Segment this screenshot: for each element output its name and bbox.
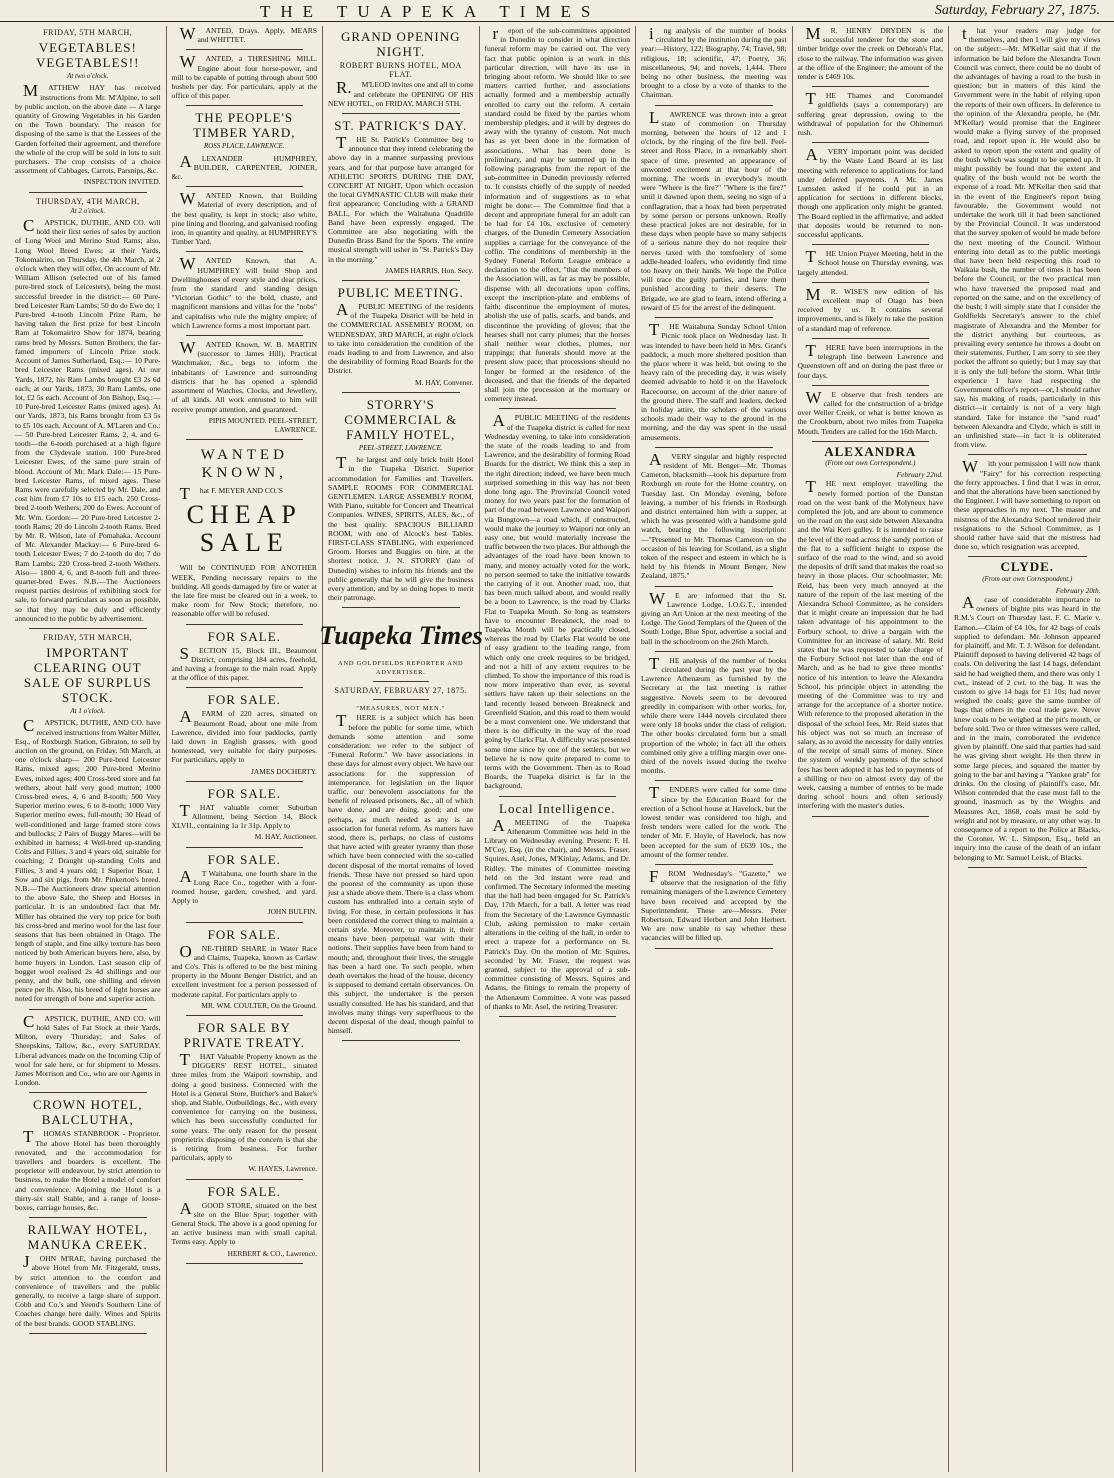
- notice-subheading: ROSS PLACE, LAWRENCE.: [203, 142, 285, 151]
- divider-rule: [812, 86, 930, 87]
- article-block: [172, 191, 318, 246]
- article-block: [172, 692, 318, 775]
- article-text: APUBLIC MEETING of the residents of the Tuapeka District will be held in the COMMERCIAL ASSEMBLY ROOM, on WEDNESDAY, 3RD MARCH, at eight o'clock to take into consideration the condition of the roads leading to and from Lawrence, and also the desirability of forming Road Boards for the District.: [328, 300, 474, 376]
- notice-title: Local Intelligence.: [499, 800, 616, 816]
- article-block: [641, 26, 787, 100]
- article-text: Acase of considerable importance to owners of bighte pits was heard in the R.M.'s Court on Thursday last. F. C. Marie v. Eamon.—Claim of £4 10s, for 42 bags of coals supplied to defendant. Mr. Johnson appeared for plaintiff, and Mr. T. J. Wilson for defendant. Plaintiff deposed to having delivered 42 bags of coals. On delivering the last 14 bags, defendant said he had weighed them, and there was only 1 cwt., instead of 2 cwt. to the bag. It was the custom to give 14 bags for £1 10s; had never weighed the coals; gave the same number of bags that others in the coal trade gave. Never knew coals to be weighed at the pit's mouth, or before sold. Two or three witnesses were called, and in the main, corroborated the evidence given by plaintiff. One said that parties had said he was giving short weight. He then threw in some large pieces, and squared the matter by going to the bar and having a "Yankee grab" for drinks. On the closing of plaintiff's case, Mr. Wilson contended that the case must fall to the ground, inasmuch as by the Weights and Measures Act, 1868, coals must be sold by weight and not by measure, or any other way. In consequence of a report to the Police at Blacks, the Coroner, W. L. Simpson, Esq., held an inquiry into the cause of the death of an infant belonging to Mr. Samuel Leisk, of Blacks.: [954, 592, 1101, 862]
- notice-signature: JAMES HARRIS, Hon. Secy.: [385, 265, 474, 275]
- article-block: [15, 197, 161, 623]
- article-block: [172, 446, 318, 618]
- article-text: THAT valuable corner Suburban Allotment, being Section 14, Block XLVII., containing 1a 1r 31p. Apply to: [171, 800, 317, 831]
- article-text: that your readers may judge for themselves, and then I will give my views on the subject:—Mr. M'Kellar said that if the information be laid before the Alexandra Town Council was correct, there could be no doubt of the advantages of having a road to the bush in question; but in matters of this kind the Government were in the habit of relying upon the reports of their own officers. In deference to the opinion of the Alexandra people, he (Mr. M'Kellar) would promise that the Engineer would make a flying survey of the proposed road, and report upon it. He would also be asked to report upon the extent and quality of the bush which was sought to be opened up. It might possibly be found that the extent and quality of the bush would not be worth the expense of a road. Mr. M'Kellar then said that in the event of the Engineer's report being favourable, the Government would not undertake the work till it had been sanctioned by the Provincial Council. It was understood that the survey spoken of would be made before the next meeting of the Council. Without entering into detail as to the public meetings that have been held respecting this road to Waikaia bush, the number of times it has been before the Council, or the two practical men who have traversed the proposed road and reported on the same, and on the excellency of the bush; I will simply state that I consider the Goldfields Secretary's answer to the chief magistrate of Alexandra and the Member for the district anything but courteous, as prevailing every sentence he throws a doubt on their statements. Further, I am sorry to see they pocket the affront so quietly; but I may say that it is only the lull before the storm. What little experience I have had respecting the Government officer's report—or, I should rather say, his making of roads, particularly in this district—it certainly is not of a very high standard. Take for instance the "sand road" between Alexandra and Clyde, which is still in an unfinished state—in fact it is obliterated from view.: [954, 24, 1101, 450]
- article-block: [641, 449, 787, 581]
- article-block: [641, 322, 787, 442]
- column-7: [949, 26, 1106, 1472]
- article-text: THE analysis of the number of books circulated during the past year by the Lawrence Athenæum as furnished by the Secretary at the last meeting is rather suggestive. Novels seem to be devoured greedily in comparison with other works, for, while there were 1444 novels circulated there were only 18 books under the class of religion. The other books circulated form but a small proportion of the whole; in fact all the others combined only give a trifling margin over one-third of the novels issued during the twelve months.: [641, 653, 787, 776]
- correspondence-date: February 22nd.: [896, 470, 943, 480]
- divider-rule: [499, 408, 617, 409]
- notice-signature: M. HAY, Convener.: [414, 377, 474, 387]
- correspondence-title: CLYDE.: [1000, 559, 1055, 575]
- notice-title: FOR SALE BY PRIVATE TREATY.: [183, 1020, 305, 1051]
- article-text: That F. MEYER AND CO.'S: [179, 484, 283, 504]
- correspondence-date: February 20th.: [1055, 585, 1101, 595]
- divider-rule: [655, 864, 773, 865]
- article-block: [798, 249, 944, 277]
- divider-rule: [342, 280, 460, 281]
- newspaper-page: [10, 26, 1106, 1474]
- svg-text:Tuapeka Times: Tuapeka Times: [319, 621, 483, 651]
- article-block: [172, 927, 318, 1010]
- column-5: [636, 26, 793, 1472]
- notice-title: FOR SALE.: [207, 926, 281, 942]
- divider-rule: [186, 624, 304, 625]
- notice-title: FOR SALE.: [207, 851, 281, 867]
- divider-rule: [968, 556, 1087, 557]
- divider-rule: [373, 699, 429, 700]
- article-text: APUBLIC MEETING of the residents of the Tuapeka district is called for next Wednesday evening, to take into consideration the state of the roads leading to and from Lawrence, and the desirability of forming Road Boards for the district. We think this a step in the right direction; indeed, we have been much surprised something in this way has not been done long ago. The Provincial Council voted money for two years past for the formation of part of the road between Lawrence and Waipori via Bungtown—a road which, if constructed, would make the journey to Waipori not only an easy one, but would materially increase the traffic between the two places. But although the advantages of the road have been known to many, and money actually voted for the work, no person seemed to take the initiative towards the carrying of it out. Another road, too, that has been much talked about, and would really be a boon to Lawrence, is the road by Clarks Flat to Tuapeka Mouth. So long as teamsters have to encounter Breakneck, the road to Tuapeka Mouth will be practically closed, whereas the road by Clarks Flat would be one of easy gradient to the leading range, from which only one creek requires to be bridged, and not a hill of any extent requires to be climbed. To show the importance of this road is now more imperative than ever, as several settlers have taken up their selections on the land recently leased between Breakneck and Greenfield Station, and this road to them would be a most convenient one. We understand that there is no difficulty in the way of the road going by Clarks Flat. A difficulty was presented some time since by one of the settlers, but we believe he is now quite prepared to come to terms with the Government. Then as to Road Boards, the Tuapeka district is far in the background.: [484, 411, 630, 791]
- article-text: ONE-THIRD SHARE in Water Race and Claims, Tuapeka, known as Carlaw and Co's. This is offered to be the best mining property in the Mount Benger District, and an excellent investment for a person possessed of moderate capital. For particulars apply to: [171, 941, 317, 999]
- divider-rule: [186, 847, 304, 848]
- article-text: CAPSTICK, DUTHIE, AND CO. will hold Sales of Fat Stock at their Yards, Milton, every Thursday; and Sales of Sheepskins, Tallow, &c., every SATURDAY. Liberal advances made on the Incoming Clip of wool for sale here, or for shipment to Messrs. James Morrison and Co., who are our Agents in London.: [15, 1011, 161, 1088]
- article-text: THOMAS STANBROOK - Proprietor. The above Hotel has been thoroughly renovated, and the accommodation for travellers and boarders is excellent. The proprietor will endeavour, by strict attention to business, to make the Hotel a model of comfort and convenience. Adjoining the Hotel is a thirty-six stall Stable, and a range of loose-boxes, carriage houses, &c.: [15, 1127, 161, 1212]
- article-block: [172, 110, 318, 181]
- article-block: [485, 801, 631, 1011]
- article-text: SECTION 15, Block III., Beaumont District, comprising 184 acres, freehold, and having a frontage to the main road. Apply at the office of this paper.: [171, 643, 317, 683]
- article-block: [641, 869, 787, 943]
- article-text: CAPSTICK, DUTHIE, AND CO. will hold their first series of sales by auction of Long Wool and Merino Stud Rams; also, Long Wool Breed Ewes; at their Yards, Tokomairiro, on Thursday, the 4th March, at 2 o'clock when they will offer, On account of Mr. William Allison (selected out of his famed pure-bred stock of Leicesters), being the most successful breeder in the district:— 60 Pure-bred Leicester Ram Lambs; 50 do do Ewe do; 1 Pure-bred 4-tooth Lincoln Prize Ram, he having taken the first prize for best Lincoln Ram at Tokomairiro Show for 1874, beating rams bred by Messrs. Sutton Brothers, the far-famed importers of Lincoln Prize stock. Account of James Sutherland, Esq.:— 10 Pure-bred Leicester Rams (mixed ages). At our Yards, 1872, his Ram Lambs brought £3 2s 6d each; at our Yards, 1873, 30 Ram Lambs, one lot, £2 5s each. Account of Jon Bishop, Esq.:— 10 Pure-bred Leicester Rams (mixed ages). At our Yards, 1873, his Rams brought from £3 5s to £5 10s each. Account of A. M'Laren and Co.:— 50 Pure-bred Leicester Rams, 2, 4, and 6-tooth—the 6-tooth purchased at a high figure from the Clydevale station. 100 Pure-bred Leicester Ewes, of the same pure strain of blood. Account of Mr. Mark Dale:— 15 Pure-bred Leicester Rams, of mixed ages. These Rams were carefully selected by Mr. Dale, and cost him from £7 10s to £15 each. 250 Cross-bred 2-tooth Wethers; 200 do Ewes. Account of Mr. Wm. Gordon:— 20 Pure-bred Leicester 2-tooth Rams; 20 do Lincoln 2-tooth Rams. Bred by Mr. R. Wilson, late of Pomahaka. Account of Mr. Alexander Mackay:— 6 Pure-bred 6-tooth Leicester Ewes; 7 do 2-tooth do do; 7 do Ram Lambs; 220 Cross-bred 2-tooth Wethers. Also— 1800 4, 6, and 8-tooth full and three-quarter-bred Ewes. N.B.—The Auctioneers request parties desirous of exhibiting stock for sale, to forward particulars as soon as possible, so that they may be duly and efficiently announced to the public by advertisement.: [15, 216, 161, 623]
- divider-rule: [499, 1016, 617, 1017]
- article-block: [172, 629, 318, 683]
- notice-signature: JAMES DOCHERTY.: [251, 766, 317, 776]
- divider-rule: [655, 948, 773, 949]
- article-text: MR. HENRY DRYDEN is the successful tenderer for the stone and timber bridge over the creek on Deborah's Flat, close to the railway. The information was given at the office of the Engineer; the amount of the tender is £469 10s.: [797, 24, 943, 82]
- notice-signature: INSPECTION INVITED.: [83, 177, 161, 187]
- article-text: MATTHEW HAY has received instructions from Mr. M'Alpine, to sell by public auction, on the above date — A large quantity of Growing Vegetables in his Garden on the Town boundary. The reason for disposing of the same is that the Lessees of the Garden forfeited their agreement, and therefore the whole of the crop will be sold in lots to suit purchasers. The crop consists of a choice assortment of Cabbages, Carrots, Parsnips, &c.: [15, 81, 161, 176]
- divider-rule: [29, 1217, 147, 1218]
- article-block: [15, 1011, 161, 1088]
- article-text: THE St. Patrick's Committee beg to announce that they intend celebrating the above day in a manner surpassing previous years, and for that purpose have arranged for ATHLETIC SPORTS DURING THE DAY, CONCERT AT NIGHT, Upon which occasion the local GYMNASTIC CLUB will make their first appearance; Concluding with a GRAND BALL, For which the Waitahuna Quadrille Band have been expressly engaged. The Committee are also negotiating with the Dunedin Brass Band for the Sports. The entire musical strength will usher in "St. Patrick's Day in the morning.": [328, 133, 474, 264]
- column-3: [319, 26, 483, 1472]
- article-text: WANTED, Drays. Apply, MEARS and WHITTET.: [179, 24, 317, 45]
- article-block: [172, 1184, 318, 1258]
- article-block: [172, 852, 318, 917]
- masthead-date: Saturday, February 27, 1875.: [934, 3, 1100, 18]
- divider-rule: [186, 1179, 304, 1180]
- article-block: [797, 284, 944, 333]
- notice-signature: W. HAYES, Lawrence.: [248, 1164, 317, 1174]
- divider-rule: [812, 441, 930, 442]
- divider-rule: [812, 142, 930, 143]
- divider-rule: [342, 607, 460, 608]
- divider-rule: [186, 439, 304, 440]
- article-block: [954, 26, 1101, 449]
- article-block: [172, 54, 318, 100]
- correspondence-byline: (From our own Correspondent.): [982, 574, 1073, 583]
- notice-title: ST. PATRICK'S DAY.: [334, 118, 468, 134]
- newspaper-motto: "MEASURES, NOT MEN.": [356, 705, 446, 713]
- divider-rule: [655, 317, 773, 318]
- article-text: THAT Valuable Property known as the DIGGERS' REST HOTEL, situated three miles from the Waipori township, and doing a good business. Connected with the Hotel is a General Store, Butcher's and Baker's shop, and Stable, Outbuildings, &c., with every convenience for carrying on the business, which has been successfully conducted for some years. The only reason for the present proprietrix disposing of the concern is that she is retiring from business. For further particulars, apply to: [171, 1050, 317, 1163]
- article-text: WANTED Known, that A. HUMPHREY will build Shop and Dwellinghouses of every style and dear prices, from the standard and standing design "Victorian Gothic" to the bold, chaste, and magnificent mansions and villas for the "nobs" and capitalists who rule the mighty empire; of which Lawrence forms a most important part.: [171, 254, 317, 330]
- notice-signature: HERBERT & CO., Lawrence.: [227, 1248, 317, 1258]
- article-block: [797, 340, 944, 380]
- article-block: [172, 786, 318, 842]
- article-text: THE Union Prayer Meeting, held in the School house on Thursday evening, was largely attended.: [797, 247, 943, 277]
- article-text: WANTED, a THRESHING MILL. Engine about four horse-power, and mill to be capable of putting through about 500 bushels per day. For particulars, apply at the office of this paper.: [171, 52, 317, 101]
- article-block: [328, 397, 474, 602]
- article-text: CAPSTICK, DUTHIE, AND CO. have received instructions from Walter Miller, Esq., of Roxburgh Station, Gibraton, to sell by auction on the ground, on Friday, 5th March, at one o'clock sharp— 200 Pure-bred Leicester Rams, mixed ages; 200 Pure-bred Merino Ewes, mixed ages; 400 Cross-bred store and fat wethers, about half very good mutton; 1000 Cross-bred ewes, 4, 6 and 8-tooth; 500 Very Superior merino ewes, 6 to 8-tooth; 1000 Very Superior merino ewes, full-mouth; 30 Head of well-conditioned and large framed store cows and bullocks; 2 Pairs of Buggy Mares—will be exhibited in harness; 4 Well-bred up-standing Colts and Fillies, 3 and 4 years old, suitable for coaching; 2 Draught up-standing Colts and Fillies, 3 and 4 years old; 1 Superior Boar, 1 Sow and six pigs, from Mr. Pinkerton's breed. N.B.—The Auctioneers draw special attention to the above Sale, the Sheep and Horses in particular. It is an undoubted fact that Mr. Miller has obtained the very top price for both his cross-bred and merino wool for the last four seasons that has been obtained in Otago. The length of staple, and fine silky texture has been noticed by both American buyers here, also, by home buyers in London. Last season clip of hogget wool realised 2s 4d shillings and our penny, and the bulk, one shilling and eleven pence per lb. Also, his breed of light horses are noted for strength of bone and superior action.: [15, 716, 161, 1004]
- article-text: THE next employer travelling the newly formed portion of the Dunstan road on the west bank of the Molyneux have completed the job, and are about to commence on the road on the east side between Alexandra and the Wai Keri gulley. It is intended to raise the level of the road across the sandy portion of the flat to a sufficient height to expose the surface of the road to the wind, and so avoid the deposits of drift sand that makes the road so heavy in those places. Our schoolmaster, Mr. Reid, has been very much annoyed at the nature of the report of the last meeting of the Alexandra School Committee, as he considers that it might create an impression that he had taken advantage of his appointment to the Forbury school, to drive a bargain with the Committee for an increase of salary. Mr. Reid states that he was requested to take charge of the Forbury School not later than the end of March, and as he had to give three months' notice of his intention to leave the Alexandra School, his principle object in attending the meeting of the Committee was to try and arrange for the acceptance of a shorter notice. With reference to the proposed alteration in the disposal of the school fees, Mr. Reid states that his object was not so much an increase of salary, as to avoid the necessity for daily entries of the receipt of small sums of money. Since the system of weekly payments of the school fees has been adopted it has led to payments of a shilling or two on almost every day of the week, causing a number of entries to be made during school hours and often seriously interfering with the master's duties.: [797, 477, 943, 811]
- notice-date-heading: THURSDAY, 4TH MARCH,: [35, 196, 140, 206]
- divider-rule: [29, 1092, 147, 1093]
- article-text: The largest and only brick built Hotel in the Tuapeka District. Superior accommodation for Families and Travellers. SAMPLE ROOMS FOR COMMERCIAL GENTLEMEN. LARGE ASSEMBLY ROOM, With Piano, suitable for Concert and Theatrical Companies. WINES, SPIRITS, ALES, &c., of the best quality. SPACIOUS BILLIARD ROOM, with one of Alcock's best Tables. FIRST-CLASS STABLING, with experienced Groom. Horses and Buggies on hire, at the shortest notice. J. N. STORRY (late of Dunedin) wishes to inform his friends and the public generally that he will give the business every attention, and by so doing hopes to merit their patronage.: [328, 453, 474, 603]
- article-text: AFARM of 220 acres, situated on Beaumont Road, about one mile from Lawrence, divided into four paddocks, partly laid down in English grasses, with good homestead, very suitable for dairy purposes. For particulars, apply to: [171, 707, 317, 765]
- divider-rule: [342, 113, 460, 114]
- article-block: [15, 28, 161, 187]
- article-text: R.M'LEOD invites one and all to come and celebrate the OPENING OF HIS NEW HOTEL, on FRIDAY, MARCH 5TH.: [328, 78, 474, 108]
- column-1: [10, 26, 167, 1472]
- notice-subheading: PEEL-STREET, LAWRENCE.: [358, 443, 443, 452]
- article-block: [172, 340, 318, 434]
- article-block: [485, 413, 631, 790]
- divider-rule: [812, 282, 930, 283]
- article-block: [954, 459, 1101, 551]
- masthead: [0, 0, 1114, 22]
- newspaper-subtitle: AND GOLDFIELDS REPORTER AND ADVERTISER.: [338, 659, 464, 676]
- article-text: LAWRENCE was thrown into a great state of commotion on Thursday morning, between the hours of 12 and 1 o'clock, by the ringing of the fire bell. Peel-street and Ross Place, in a remarkably short space of time, presented an appearance of unwonted excitement at that hour of the morning. The words in everybody's mouth were "Where is the fire?" "Where is the fire?" until it dawned upon them, seeing no sign of a conflagration, that a hoax had been perpetrated by some person or persons unknown. Really these practical jokes are not desirable, for in these days when people have so many subjects of a serious nature they do not require their nerves taxed with the tomfoolery of some addle-headed loafers, who evidently find time too heavy on their hands. We hope the Police will trace the guilty parties, and have them punished according to their deserts. The Brigade, we are glad to learn, intend offering a reward of £5 for the arrest of the delinquent.: [641, 107, 787, 312]
- notice-title: THE PEOPLE'S TIMBER YARD,: [192, 110, 296, 141]
- article-block: [319, 614, 483, 1036]
- notice-title: STORRY'S COMMERCIAL & FAMILY HOTEL,: [344, 396, 458, 442]
- notice-signature: MR. WM. COULTER, On the Ground.: [201, 1000, 317, 1010]
- article-text: AVERY important point was decided by the Waste Land Board at its last meeting with reference to applications for land under deferred payments. A Mr. James Lumsden asked if he could put in an application for sections in different blocks, though one application only might be granted. The Board replied in the affirmative, and added that deposits would be returned to non-successful applicants.: [797, 145, 943, 240]
- divider-rule: [373, 681, 429, 682]
- article-block: [797, 387, 944, 436]
- divider-rule: [812, 244, 930, 245]
- notice-title: WANTED KNOWN,: [200, 447, 288, 482]
- article-text: TENDERS were called for some time since by the Education Board for the erection of a School house at Havelock, but the lowest tender was considered too high, and fresh tenders were called for the work. The tender of Mr. F. Hoyle, of Havelock, has now been accepted for the sum of £639 10s., the amount of the former tender.: [641, 783, 787, 859]
- divider-rule: [655, 780, 773, 781]
- divider-rule: [342, 392, 460, 393]
- article-block: [328, 118, 474, 275]
- article-block: [798, 91, 944, 137]
- correspondence-title: ALEXANDRA: [824, 443, 917, 459]
- notice-title: VEGETABLES! VEGETABLES!!: [36, 40, 140, 71]
- article-block: [15, 1222, 161, 1328]
- divider-rule: [655, 586, 773, 587]
- divider-rule: [342, 1040, 460, 1041]
- article-text: WE are informed that the St. Lawrence Lodge, I.O.G.T., intended giving an Art Union at the next meeting of the Lodge. The Good Templars of the Queen of the South Lodge, Blue Spur, advertise a social and ball in the schoolroom on the 26th March.: [641, 588, 787, 646]
- notice-title: FOR SALE.: [207, 1183, 281, 1199]
- divider-rule: [29, 628, 147, 629]
- correspondence-byline: (From our own Correspondent.): [825, 458, 916, 467]
- article-text: ALEXANDER HUMPHREY, BUILDER, CARPENTER, JOINER, &c.: [171, 151, 317, 182]
- issue-date: SATURDAY, FEBRUARY 27, 1875.: [334, 685, 468, 695]
- divider-rule: [655, 447, 773, 448]
- article-block: [172, 26, 318, 44]
- article-block: [641, 107, 787, 312]
- article-text: ing analysis of the number of books circulated by the institution during the past year:—History, 122; Biography, 74; Travel, 98; religious, 18; scientific, 47; Poetry, 36; miscellaneous, 94; and novels, 1,444. There being no other business, the meeting was brought to a close by a vote of thanks to the Chairman.: [641, 24, 787, 100]
- divider-rule: [186, 105, 304, 106]
- notice-signature: JOHN BULFIN.: [267, 907, 317, 917]
- notice-title: GRAND OPENING NIGHT.: [340, 29, 461, 59]
- notice-date-heading: FRIDAY, 5TH MARCH,: [43, 632, 133, 642]
- article-block: [797, 443, 944, 811]
- notice-subheading: At two o'clock.: [67, 72, 109, 81]
- divider-rule: [29, 192, 147, 193]
- divider-rule: [812, 385, 930, 386]
- divider-rule: [186, 781, 304, 782]
- divider-rule: [29, 1009, 147, 1010]
- notice-title: IMPORTANT CLEARING OUT SALE OF SURPLUS STOCK.: [23, 645, 152, 706]
- divider-rule: [186, 687, 304, 688]
- sale-headline: CHEAP SALE: [186, 500, 302, 558]
- notice-subheading: At 2 o'clock.: [70, 206, 106, 215]
- masthead-title: THE TUAPEKA TIMES: [260, 2, 601, 21]
- article-block: [641, 785, 787, 859]
- notice-title: FOR SALE.: [207, 692, 281, 708]
- notice-subheading: At 1 o'clock.: [70, 707, 106, 716]
- notice-title: FOR SALE.: [207, 785, 281, 801]
- notice-signature: M. HAY, Auctioneer.: [254, 832, 317, 842]
- divider-rule: [186, 186, 304, 187]
- notice-title: RAILWAY HOTEL, MANUKA CREEK.: [27, 1222, 148, 1253]
- article-block: [172, 1020, 318, 1174]
- column-6: [793, 26, 950, 1472]
- divider-rule: [186, 922, 304, 923]
- article-text: WANTED Known, that Building Material of every description, and of the best quality, is kept in stock; also white, pine lining and flooring, and galvanised roofing iron, in quantity and quality, at HUMPHREY'S Timber Yard.: [171, 189, 317, 247]
- article-block: [328, 285, 474, 387]
- article-text: THERE is a subject which has been before the public for some time, which demands some attention and some consideration: we refer to the subject of "Funeral Reform." We have associations in these days for almost every object. We have our associations for the suppression of intemperance, for legislation on the liquor traffic, our benevolent associations for the benefit of released prisoners, &c., all of which have done, and are doing, good; and one perhaps, as much needed as any is an association for funeral reform. As matters have stood, there is, perhaps, no class of customs that have acted with greater tyranny than those which have been connected with the so-called decent disposal of the mortal remains of loved friends. These have not pressed so hard upon the poorest of the community as upon those just a shade above them. There is a class whom custom has enthralled into a certain style of living. For these, in certain professions it has been considered the correct thing to maintain a certain style. Moreover, to maintain it, their means have been perpetual war with their notions. Their supplies have been from hand to mouth; and, throughout their lives, the struggle has been a hard one. To such people, when death overtakes the head of the house, decency is supposed to demand certain observances. On this subject, the undertaker is the person usually consulted. He has his standard, and that involves many things very superfluous to the decent disposal of the dead, though painful to himself.: [328, 711, 474, 1036]
- article-block: [485, 26, 631, 403]
- divider-rule: [968, 867, 1087, 868]
- notice-signature: PIPIS MOUNTED. PEEL-STREET, LAWRENCE.: [208, 415, 317, 434]
- notice-title: PUBLIC MEETING.: [337, 285, 464, 301]
- notice-title: CROWN HOTEL, BALCLUTHA,: [33, 1097, 143, 1128]
- article-block: [798, 26, 944, 81]
- article-text: AVERY singular and highly respected resident of Mt. Benger—Mr. Thomas Cameron, blacksmith—took his departure from Roxburgh en route for the Home country, on Tuesday last. On Monday evening, before leaving, a number of his friends in Roxburgh and district entertained him with a supper, at which he was presented with a handsome gold watch, bearing the following inscription:—"Presented to Mr. Thomas Cameron on the occasion of his leaving for Scotland, as a slight token of the respect and esteem in which he is held by his friends in Mount Benger, New Zealand, 1875.": [641, 449, 787, 581]
- divider-rule: [186, 1015, 304, 1016]
- article-text: THERE have been interruptions in the telegraph line between Lawrence and Queenstown off and on during the past three or four days.: [797, 340, 943, 380]
- newspaper-logo-art: [319, 614, 483, 654]
- article-text: AMEETING of the Tuapeka Athenæum Committee was held in the Library on Wednesday evening. Present: F. H. M'Coy, Esq. (in the chair), and Messrs. Fraser, Squires, Asel, Jones, M'Kinlay, Adams, and Dr. Ridley. The minutes of Committee meeting held on the 3rd instant were read and confirmed. The Secretary informed the meeting that the hall had been engaged for St. Patrick's Day, 17th March, for a ball. A letter was read from the Secretary of the Lawrence Gymnastic Club, asking permission to make certain alterations in the ceiling of the hall, in order to erect a trapeze for a performance on St. Patrick's Day. On the motion of Mr. Squires, seconded by Mr. Fraser, the request was granted, subject to the approval of a sub-committee consisting of Messrs. Squires and Adams, the fittings to remain the property of the Athenæum Committee. A vote was passed of thanks to Mr. Asel, the retiring Treasurer.: [484, 815, 630, 1011]
- article-text: report of the sub-committees appointed in Dunedin to consider in what direction funeral reform may be carried out. The very fact that public opinion is at work in this particular direction, will have its use in bringing about reform. We should like to see matters carried further, and associations actually formed and a membership actually enrolled to carry out the reform. A certain standard could be fixed by the parties whom membership pledges, and it will by degrees do away with the tyranny of custom. Not much has as yet been done in the formation of associations. What has been done is preliminary, and may be summed up in the following paragraphs from the report of the sub-committee in Dunedin previously referred to. It consists chiefly of the supply of needed information and of suggestions as to what might be done:— The Committee find that a decent and appropriate funeral for an adult can be had for £4 10s, exclusive of cemetery charges, of the Dunedin Cemetery Association supplies a carriage for the conveyance of the coffin. The conditions of membership in the Sydney Funeral Reform League embrace a declaration to the effect, "that the members of the Association will, as far as may be possible, dispense with all decorations upon coffins, except the inscription-plate and emblems of faith; discontinue the employment of mutes, abolish the use of palls, scarfs, and bands, and discontinue the providing of gloves; that the hearses shall not carry plumes; that the horses shall neither wear clothes, plumes, nor trappings; that funerals should move at the present slow pace; that processions should no longer be formed at the residence of the deceased, and that the friends of the departed shall join the procession at the mortuary or cemetery instead.: [484, 24, 630, 404]
- article-text: WE observe that fresh tenders are called for the construction of a bridge over Weller Creek, or what is better known as the Crookburn, about two miles from Tuapeka Mouth. Tenders are called for the 16th March.: [797, 387, 943, 436]
- divider-rule: [812, 338, 930, 339]
- article-text: AT Waitahuna, one fourth share in the Long Race Co., together with a four-roomed house, garden, cowshed, and yard. Apply to: [171, 866, 317, 906]
- article-text-continued: Will be CONTINUED FOR ANOTHER WEEK, Pending necessary repairs to the building. All goods damaged by fire or water at the late fire must be cleared out in a week, to make room for New Stock; therefore, no reasonable offer will be refused.: [171, 563, 317, 619]
- divider-rule: [655, 105, 773, 106]
- notice-title: FOR SALE.: [207, 628, 281, 644]
- article-block: [641, 588, 787, 646]
- divider-rule: [186, 251, 304, 252]
- divider-rule: [186, 49, 304, 50]
- article-block: [15, 1097, 161, 1212]
- article-text: FROM Wednesday's "Gazette," we observe that the resignation of the fifty remaining managers of the Lawrence Cemetery have been received and accepted by the Superintendent. These are—Messrs. Peter Robertson, Edward Herbert and John Herbert. We are now unable to say whether these vacancies will be filled up.: [641, 867, 787, 943]
- notice-subtitle: ROBERT BURNS HOTEL, MOA FLAT.: [339, 61, 462, 80]
- article-text: THE Thames and Coromandel goldfields (says a contemporary) are suffering great depression, owing to the withdrawal of population for the Ohinemuri rush.: [797, 89, 943, 138]
- divider-rule: [186, 1263, 304, 1264]
- article-block: [328, 29, 474, 108]
- divider-rule: [29, 1333, 147, 1334]
- divider-rule: [655, 651, 773, 652]
- article-text: MR. WISE'S new edition of his excellent map of Otago has been received by us. It contains several improvements, and is likely to take the position of a standard map of reference.: [797, 284, 943, 333]
- divider-rule: [499, 796, 617, 797]
- article-text: THE Waitahuna Sunday School Union Picnic took place on Wednesday last. It was intended to have been held in Mrs. Grant's paddock, a much more sheltered position than the place where it was held, but owing to the heavy rain of the preceding day, it was wisely deemed advisable to hold it on the Havelock Racecourse, on account of the drier nature of the ground there. The staff and leaders, decked in holiday attire, the scholars of the various schools made their way to the ground in the morning, and the day was spent in the usual amusements.: [641, 320, 787, 442]
- article-text: With your permission I will now thank "Fairy" for his correction respecting the ferry approaches. I find that I was in error, and that the alterations have been sanctioned by the Engineer. I will have something to report on these approaches in my next. The master and mistress of the Alexandra School tendered their resignations to the School Committee, as I should rather have said that the mistress had done so, which resignation was accepted.: [954, 457, 1101, 552]
- newspaper-logo: [319, 614, 483, 656]
- column-2: [167, 26, 324, 1472]
- column-4: [480, 26, 637, 1472]
- article-text: JOHN M'RAE, having purchased the above Hotel from Mr. Fitzgerald, trusts, by strict attention to the comfort and convenience of travellers and the public generally, to receive a large share of support. Cobb and Co.'s and Yeend's Southern Line of Coaches change here daily. Wines and Spirits of the best brands. GOOD STABLING.: [15, 1252, 161, 1328]
- article-block: [15, 633, 161, 1004]
- article-block: [798, 147, 944, 239]
- article-text: WANTED Known, W. B. MARTIN (successor to James Hill), Practical Watchmaker, &c., begs to inform the inhabitants of Lawrence and surrounding districts that he has opened a splendid assortment of Watches, Clocks, and Jewellery, of all kinds. All work entrusted to him will receive prompt attention, and guaranteed.: [171, 338, 317, 414]
- notice-date-heading: FRIDAY, 5TH MARCH,: [43, 28, 133, 37]
- article-block: [172, 256, 318, 330]
- article-block: [954, 559, 1101, 862]
- divider-rule: [812, 816, 930, 817]
- article-text: AGOOD STORE, situated on the best site on the Blue Spur; together with General Stock. The above is a good opening for an active business man with small capital. Terms easy. Apply to: [171, 1198, 317, 1247]
- divider-rule: [968, 454, 1087, 455]
- divider-rule: [186, 335, 304, 336]
- article-block: [641, 653, 787, 776]
